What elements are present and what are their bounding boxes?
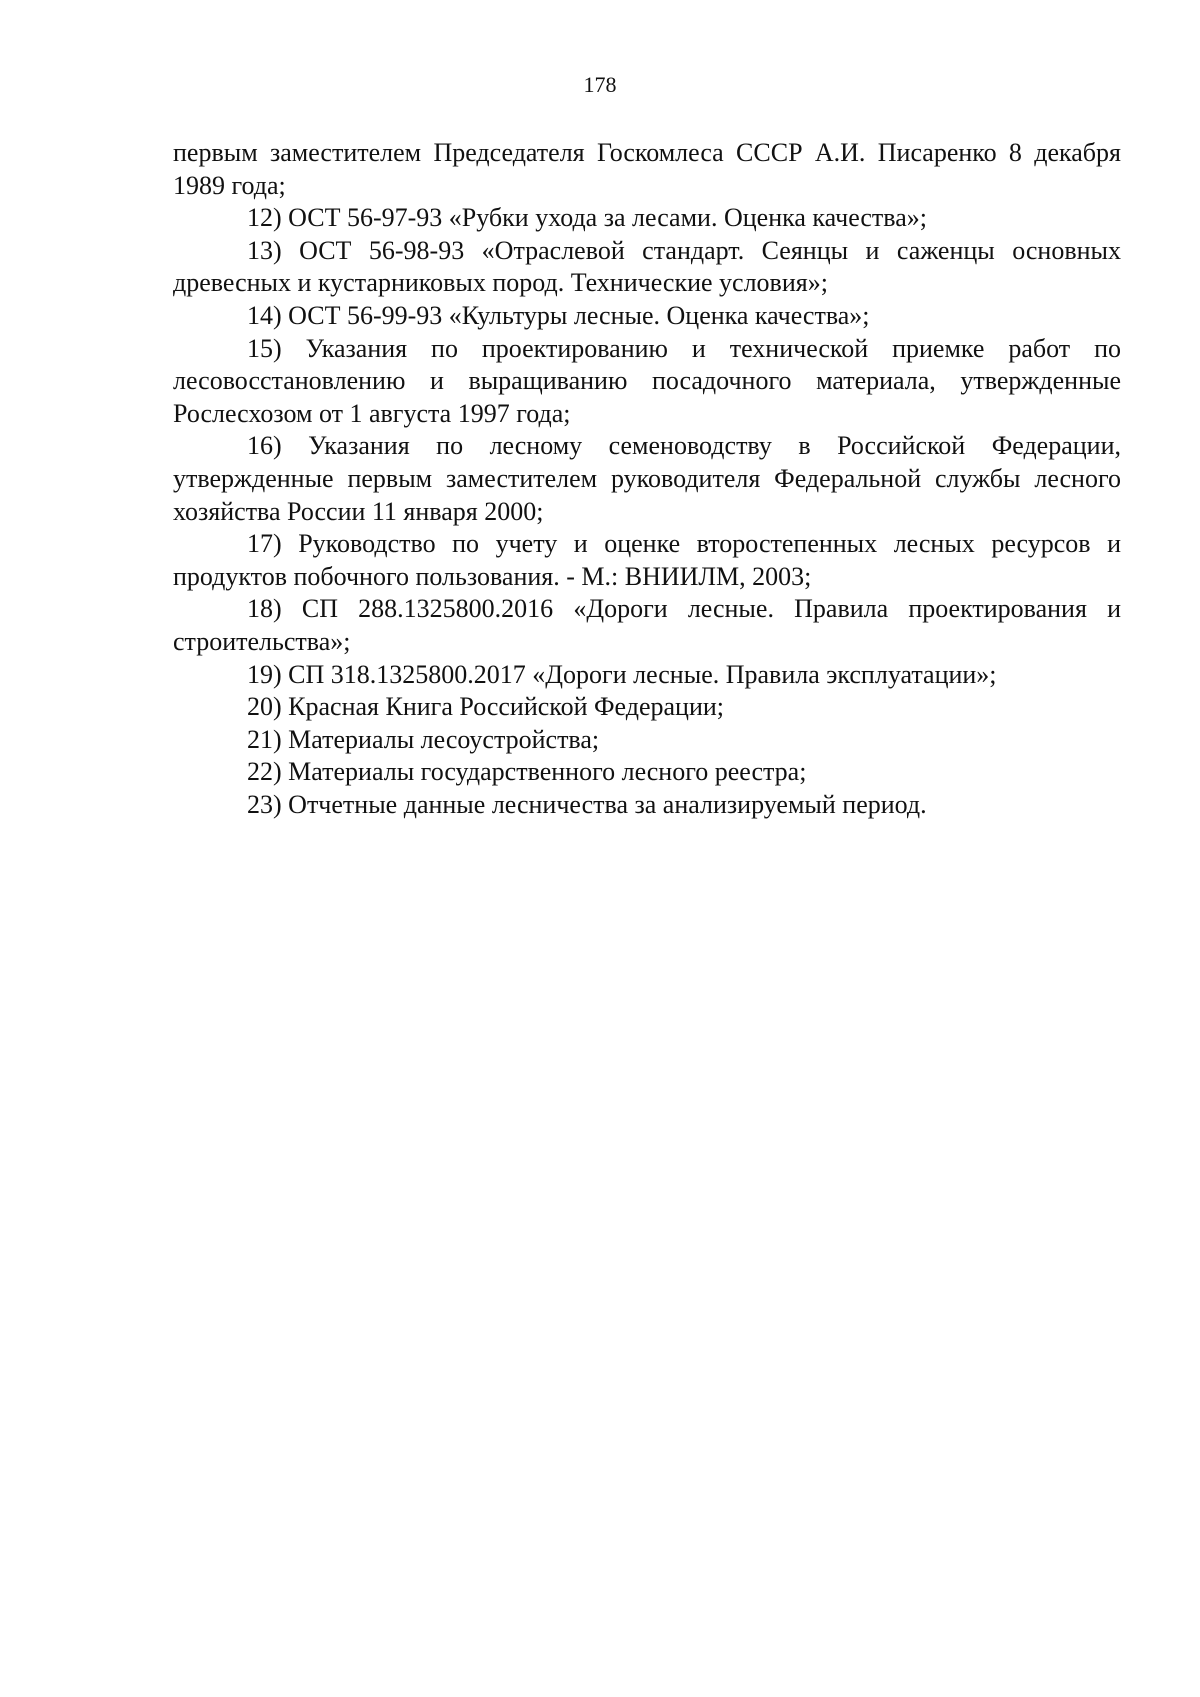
list-item-number: 18) xyxy=(247,594,282,624)
list-item-number: 13) xyxy=(247,235,282,265)
list-item-number: 23) xyxy=(247,789,282,819)
list-item-number: 16) xyxy=(247,431,282,461)
list-item-number: 12) xyxy=(247,203,282,233)
list-item xyxy=(173,202,1121,235)
list-item-text: Красная Книга Российской Федерации; xyxy=(288,692,725,722)
list-item xyxy=(173,528,1121,593)
paragraph-text: первым заместителем Председателя Госкомлеса СССР А.И. Писаренко 8 декабря 1989 года; xyxy=(173,138,1121,200)
list-item xyxy=(173,300,1121,333)
list-item-text: Материалы лесоустройства; xyxy=(288,724,600,754)
list-item-text: СП 288.1325800.2016 «Дороги лесные. Правила проектирования и строительства»; xyxy=(173,594,1122,656)
document-body xyxy=(173,137,1121,821)
list-item xyxy=(173,789,1121,822)
list-item xyxy=(173,333,1121,431)
list-item-number: 21) xyxy=(247,724,282,754)
list-item-text: СП 318.1325800.2017 «Дороги лесные. Правила эксплуатации»; xyxy=(288,659,997,689)
paragraph-continuation xyxy=(173,137,1121,202)
list-item-text: ОСТ 56-97-93 «Рубки ухода за лесами. Оценка качества»; xyxy=(288,203,927,233)
list-item-number: 17) xyxy=(247,529,282,559)
list-item-text: Руководство по учету и оценке второстепенных лесных ресурсов и продуктов побочного пользования. - М.: ВНИИЛМ, 2003; xyxy=(173,529,1121,591)
list-item-text: ОСТ 56-98-93 «Отраслевой стандарт. Сеянцы и саженцы основных древесных и кустарниковых пород. Технические условия»; xyxy=(173,235,1121,298)
list-item-text: Указания по проектированию и технической приемке работ по лесовосстановлению и выращиванию посадочного материала, утвержденные Рослесхозом от 1 августа 1997 года; xyxy=(173,333,1121,428)
list-item-text: ОСТ 56-99-93 «Культуры лесные. Оценка качества»; xyxy=(288,300,870,330)
list-item xyxy=(173,756,1121,789)
list-item-number: 19) xyxy=(247,659,282,689)
list-item xyxy=(173,235,1121,300)
list-item-text: Материалы государственного лесного реестра; xyxy=(288,757,807,787)
list-item-number: 22) xyxy=(247,757,282,787)
list-item xyxy=(173,691,1121,724)
list-item-number: 14) xyxy=(247,300,282,330)
list-item-text: Указания по лесному семеноводству в Российской Федерации, утвержденные первым заместителем руководителя Федеральной службы лесного хозяйства России 11 января 2000; xyxy=(173,431,1122,526)
page-number: 178 xyxy=(583,72,617,97)
list-item-number: 15) xyxy=(247,333,282,363)
list-item-number: 20) xyxy=(247,692,282,722)
list-item xyxy=(173,724,1121,757)
list-item xyxy=(173,593,1121,658)
list-item xyxy=(173,659,1121,692)
list-item-text: Отчетные данные лесничества за анализируемый период. xyxy=(288,789,927,819)
list-item xyxy=(173,430,1121,528)
